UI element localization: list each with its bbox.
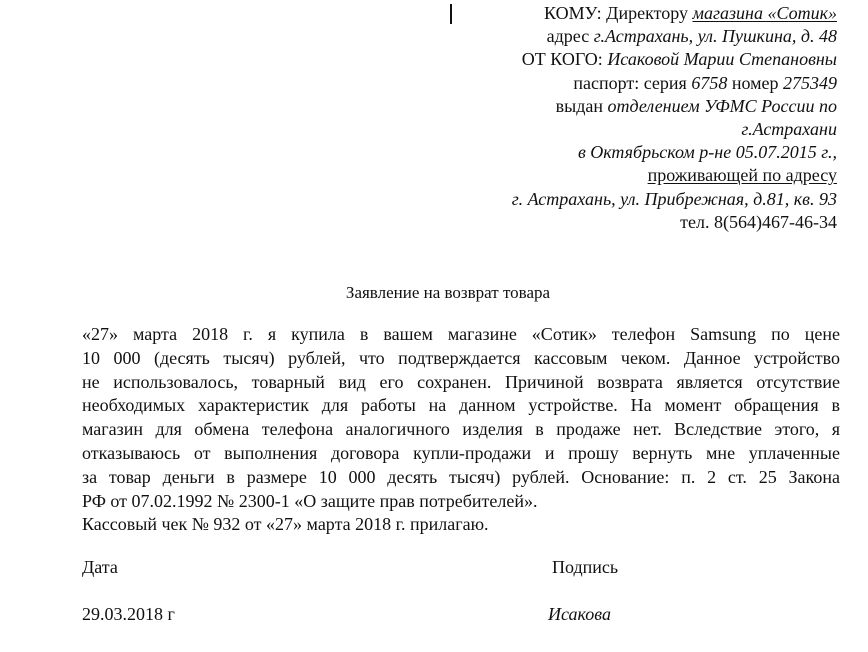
to-position: Директору	[606, 3, 688, 23]
document-title: Заявление на возврат товара	[345, 283, 551, 302]
statement-body	[82, 323, 840, 537]
passport-number-label: номер	[731, 72, 779, 93]
date-label: Дата	[82, 557, 118, 577]
issued-line	[417, 95, 837, 118]
from-name: Исаковой Марии Степановны	[607, 49, 837, 70]
body-line: «27» марта 2018 г. я купила в вашем магазине «Сотик» телефон Samsung по цене	[82, 324, 840, 344]
passport-series: 6758	[691, 72, 728, 93]
body-line: за товар деньги в размере 10 000 десять тысяч) рублей. Основание: п. 2 ст. 25 Закона	[82, 466, 840, 487]
from-line	[417, 48, 837, 71]
residing-label-line: проживающей по адресу	[647, 165, 837, 186]
issued-label: выдан	[555, 95, 604, 116]
phone-line: тел. 8(564)467-46-34	[680, 211, 837, 232]
body-line: Кассовый чек № 932 от «27» марта 2018 г. прилагаю.	[82, 514, 489, 535]
body-line: магазин для обмена телефона аналогичного изделия в продаже нет. Вследствие этого, я	[82, 419, 840, 440]
signature-value: Исакова	[548, 604, 611, 624]
address-value: г.Астрахань, ул. Пушкина, д. 48	[593, 26, 837, 47]
to-store: магазина «Сотик»	[692, 3, 837, 23]
body-line: 10 000 (десять тысяч) рублей, что подтверждается кассовым чеком. Данное устройство	[82, 347, 840, 368]
issued-by: отделением УФМС России по	[607, 95, 837, 116]
date-value: 29.03.2018 г	[82, 604, 175, 624]
from-label: ОТ КОГО:	[521, 49, 603, 70]
residing-address-line: г. Астрахань, ул. Прибрежная, д.81, кв. 93	[511, 188, 837, 209]
address-line	[417, 25, 837, 48]
address-label: адрес	[546, 26, 590, 47]
body-line: РФ от 07.02.1992 № 2300-1 «О защите прав потребителей».	[82, 490, 538, 511]
issued-district-date-line: в Октябрьском р-не 05.07.2015 г.,	[577, 142, 837, 163]
passport-line	[417, 72, 837, 95]
to-label: КОМУ:	[544, 3, 602, 23]
body-line: не использовалось, товарный вид его сохранен. Причиной возврата является отсутствие	[82, 371, 840, 392]
passport-number: 275349	[783, 72, 837, 93]
to-line	[417, 2, 837, 25]
addressee-block	[417, 2, 837, 234]
passport-label: паспорт: серия	[573, 72, 687, 93]
body-line: необходимых характеристик для работы на данном устройстве. На момент обращения в	[82, 395, 840, 416]
issued-city-line: г.Астрахани	[741, 119, 837, 140]
body-line: отказываюсь от выполнения договора купли-продажи и прошу вернуть мне уплаченные	[82, 442, 840, 463]
signature-label: Подпись	[552, 557, 619, 577]
